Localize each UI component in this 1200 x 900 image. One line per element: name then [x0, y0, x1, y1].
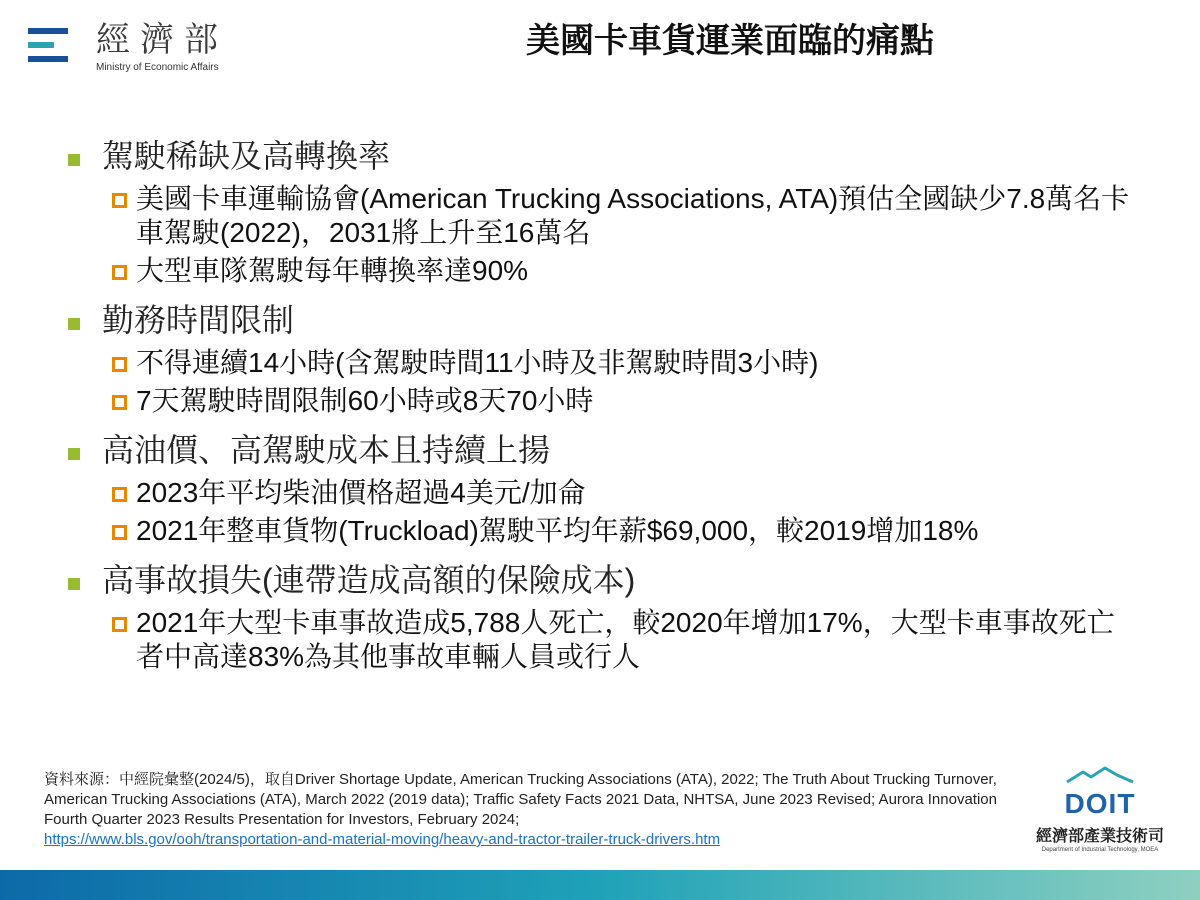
heading-text: 駕駛稀缺及高轉換率	[102, 138, 391, 174]
bullet-list	[60, 126, 1140, 684]
mountain-icon	[1065, 766, 1135, 784]
heading-text: 高油價、高駕駛成本且持續上揚	[102, 432, 551, 468]
doit-chinese-name: 經濟部產業技術司	[1035, 828, 1164, 845]
sub-bullet-text: 美國卡車運輸協會(American Trucking Associations, ATA)預估全國缺少7.8萬名卡車駕駛(2022)，2031將上升至16萬名	[136, 183, 1130, 248]
sub-bullet	[60, 514, 1140, 548]
sub-bullet-text: 2021年大型卡車事故造成5,788人死亡，較2020年增加17%，大型卡車事故死亡者中高達83%為其他事故車輛人員或行人	[136, 607, 1115, 672]
heading-bullet	[60, 428, 1140, 472]
orange-hollow-square-icon	[112, 617, 127, 632]
orange-hollow-square-icon	[112, 487, 127, 502]
ministry-logo-icon	[28, 28, 68, 68]
orange-hollow-square-icon	[112, 525, 127, 540]
doit-logo	[1030, 766, 1170, 853]
sub-bullet	[60, 476, 1140, 510]
point-4	[60, 558, 1140, 674]
green-square-bullet-icon	[68, 578, 80, 590]
heading-bullet	[60, 558, 1140, 602]
doit-english-name: Department of Industrial Technology, MOEA	[1041, 847, 1159, 853]
sub-bullet-text: 7天駕駛時間限制60小時或8天70小時	[136, 385, 594, 416]
source-note	[44, 770, 1024, 850]
sub-bullet	[60, 606, 1140, 674]
sub-bullet-text: 2021年整車貨物(Truckload)駕駛平均年薪$69,000，較2019增加18%	[136, 515, 979, 546]
logo-english-name: Ministry of Economic Affairs	[96, 62, 219, 73]
orange-hollow-square-icon	[112, 265, 127, 280]
heading-bullet	[60, 298, 1140, 342]
orange-hollow-square-icon	[112, 395, 127, 410]
sub-bullet	[60, 182, 1140, 250]
green-square-bullet-icon	[68, 154, 80, 166]
point-2	[60, 298, 1140, 418]
heading-text: 高事故損失(連帶造成高額的保險成本)	[102, 562, 636, 598]
heading-text: 勤務時間限制	[102, 302, 295, 338]
green-square-bullet-icon	[68, 448, 80, 460]
sub-bullet-text: 2023年平均柴油價格超過4美元/加侖	[136, 477, 586, 508]
logo-chinese-name: 經濟部	[96, 20, 228, 60]
page-title: 美國卡車貨運業面臨的痛點	[526, 22, 934, 60]
point-1	[60, 134, 1140, 288]
orange-hollow-square-icon	[112, 357, 127, 372]
green-square-bullet-icon	[68, 318, 80, 330]
doit-wordmark: DOIT	[1064, 788, 1136, 819]
sub-bullet	[60, 346, 1140, 380]
sub-bullet-text: 不得連續14小時(含駕駛時間11小時及非駕駛時間3小時)	[136, 347, 819, 378]
source-link[interactable]: https://www.bls.gov/ooh/transportation-and-material-moving/heavy-and-tractor-trailer-truck-drivers.htm	[44, 831, 721, 848]
point-3	[60, 428, 1140, 548]
footer-bar	[0, 870, 1200, 900]
ministry-logo	[96, 20, 228, 73]
sub-bullet-text: 大型車隊駕駛每年轉換率達90%	[136, 255, 529, 286]
source-text: 資料來源：中經院彙整(2024/5)，取自Driver Shortage Update, American Trucking Associations (ATA), 2022; The Truth About Trucking Turnover, American Trucking Associations (ATA), March 2022 (2019 data); Traffic Safety Facts 2021 Data, NHTSA, June 2023 Revised; Aurora Innovation Fourth Quarter 2023 Results Presentation for Investors, February 2024;	[44, 771, 997, 828]
page-number: 6	[1130, 856, 1136, 867]
sub-bullet	[60, 384, 1140, 418]
orange-hollow-square-icon	[112, 193, 127, 208]
heading-bullet	[60, 134, 1140, 178]
sub-bullet	[60, 254, 1140, 288]
